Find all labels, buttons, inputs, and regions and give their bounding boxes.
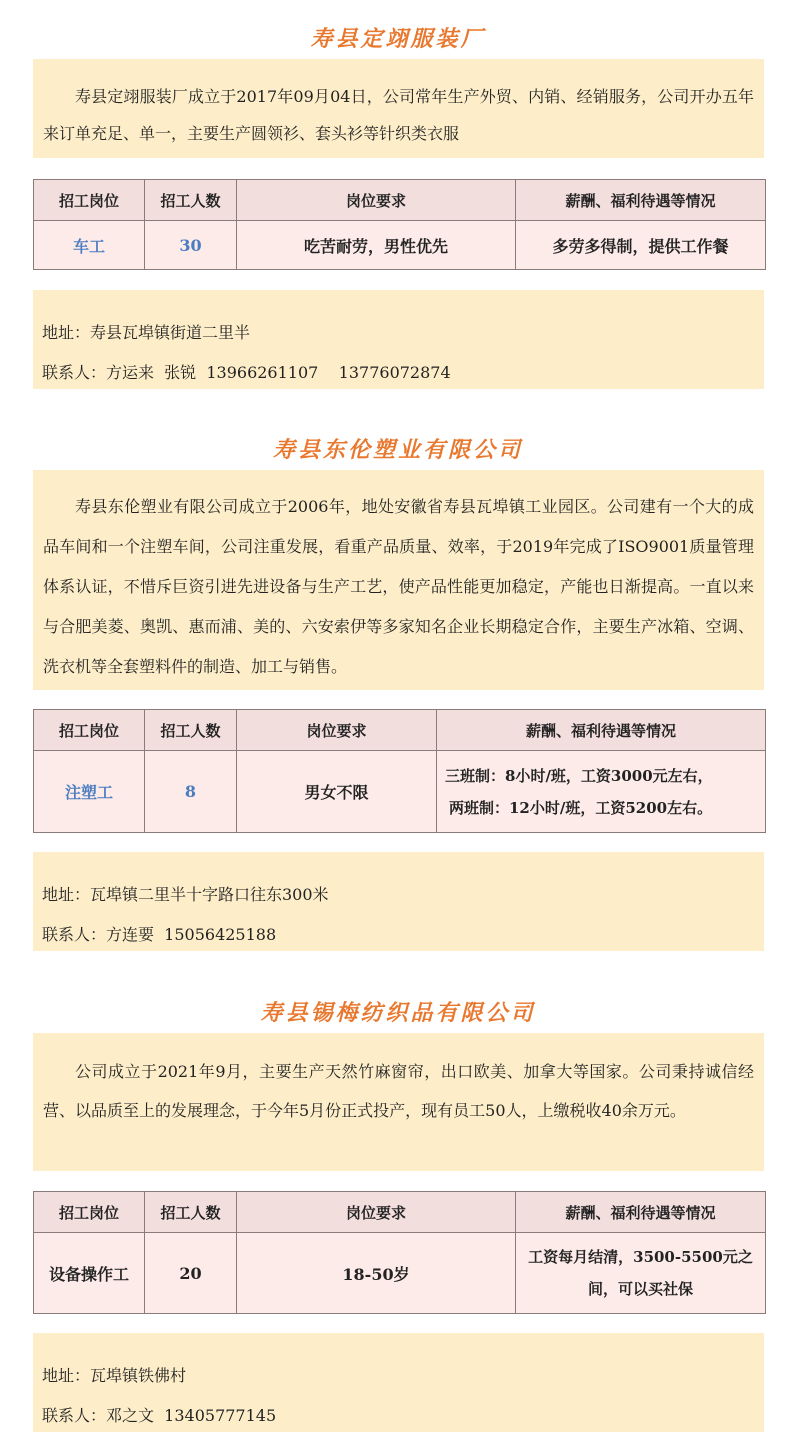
company-3-job-table <box>33 1191 766 1314</box>
table-header-row <box>34 180 766 221</box>
company-2-intro-panel <box>33 470 764 690</box>
company-3-intro: 公司成立于2021年9月，主要生产天然竹麻窗帘，出口欧美、加拿大等国家。公司秉持诚信经营、以品质至上的发展理念，于今年5月份正式投产，现有员工50人，上缴税收40余万元。 <box>43 1062 754 1120</box>
company-2-contact-panel <box>33 852 764 951</box>
company-3-address: 地址：瓦埠镇铁佛村 <box>42 1366 187 1385</box>
salary-line: 三班制：8小时/班，工资3000元左右， <box>445 766 713 785</box>
job-requirement: 吃苦耐劳，男性优先 <box>237 221 516 270</box>
company-3-intro-panel <box>33 1033 764 1171</box>
company-1-contact-panel <box>33 290 764 389</box>
job-salary <box>516 1233 766 1314</box>
company-3-title: 寿县锡梅纺织品有限公司 <box>260 1000 536 1026</box>
col-header-count: 招工人数 <box>145 710 237 751</box>
company-2-address: 地址：瓦埠镇二里半十字路口往东300米 <box>42 885 329 904</box>
job-salary: 多劳多得制，提供工作餐 <box>516 221 766 270</box>
company-2-intro: 寿县东伦塑业有限公司成立于2006年，地处安徽省寿县瓦埠镇工业园区。公司建有一个大的成品车间和一个注塑车间，公司注重发展，看重产品质量、效率，于2019年完成了ISO9001质量管理体系认证，不惜斥巨资引进先进设备与生产工艺，使产品性能更加稳定，产能也日渐提高。一直以来与合肥美菱、奥凯、惠而浦、美的、六安索伊等多家知名企业长期稳定合作，主要生产冰箱、空调、洗衣机等全套塑料件的制造、加工与销售。 <box>43 497 754 676</box>
company-1-contact: 联系人：方运来 张锐 13966261107 13776072874 <box>42 363 451 382</box>
table-header-row <box>34 710 766 751</box>
col-header-salary: 薪酬、福利待遇等情况 <box>516 1192 766 1233</box>
col-header-salary: 薪酬、福利待遇等情况 <box>437 710 766 751</box>
col-header-requirement: 岗位要求 <box>237 710 437 751</box>
salary-line: 两班制：12小时/班，工资5200左右。 <box>449 798 713 817</box>
salary-line: 间，可以买社保 <box>587 1280 693 1298</box>
col-header-position: 招工岗位 <box>34 180 145 221</box>
table-row <box>34 221 766 270</box>
job-count: 30 <box>145 221 237 270</box>
col-header-count: 招工人数 <box>145 180 237 221</box>
company-2-job-table <box>33 709 766 833</box>
job-count: 8 <box>145 751 237 833</box>
col-header-salary: 薪酬、福利待遇等情况 <box>516 180 766 221</box>
salary-line: 工资每月结清，3500-5500元之 <box>528 1248 753 1266</box>
company-2-contact: 联系人：方连要 15056425188 <box>42 925 277 944</box>
company-1-title: 寿县定翊服装厂 <box>310 26 486 52</box>
table-header-row <box>34 1192 766 1233</box>
company-3-contact-panel <box>33 1333 764 1432</box>
company-3-contact: 联系人：邓之文 13405777145 <box>42 1406 277 1425</box>
job-requirement: 18-50岁 <box>237 1233 516 1314</box>
company-1-address: 地址：寿县瓦埠镇街道二里半 <box>42 323 251 342</box>
col-header-requirement: 岗位要求 <box>237 180 516 221</box>
job-position: 车工 <box>34 221 145 270</box>
job-count: 20 <box>145 1233 237 1314</box>
col-header-requirement: 岗位要求 <box>237 1192 516 1233</box>
job-salary <box>437 751 766 833</box>
company-1-intro: 寿县定翊服装厂成立于2017年09月04日，公司常年生产外贸、内销、经销服务，公司开办五年来订单充足、单一，主要生产圆领衫、套头衫等针织类衣服 <box>43 87 754 143</box>
job-position: 设备操作工 <box>34 1233 145 1314</box>
job-requirement: 男女不限 <box>237 751 437 833</box>
table-row <box>34 751 766 833</box>
company-1-intro-panel <box>33 59 764 158</box>
company-2-title: 寿县东伦塑业有限公司 <box>272 437 523 463</box>
col-header-position: 招工岗位 <box>34 710 145 751</box>
col-header-count: 招工人数 <box>145 1192 237 1233</box>
col-header-position: 招工岗位 <box>34 1192 145 1233</box>
table-row <box>34 1233 766 1314</box>
job-position: 注塑工 <box>34 751 145 833</box>
company-1-job-table <box>33 179 766 270</box>
